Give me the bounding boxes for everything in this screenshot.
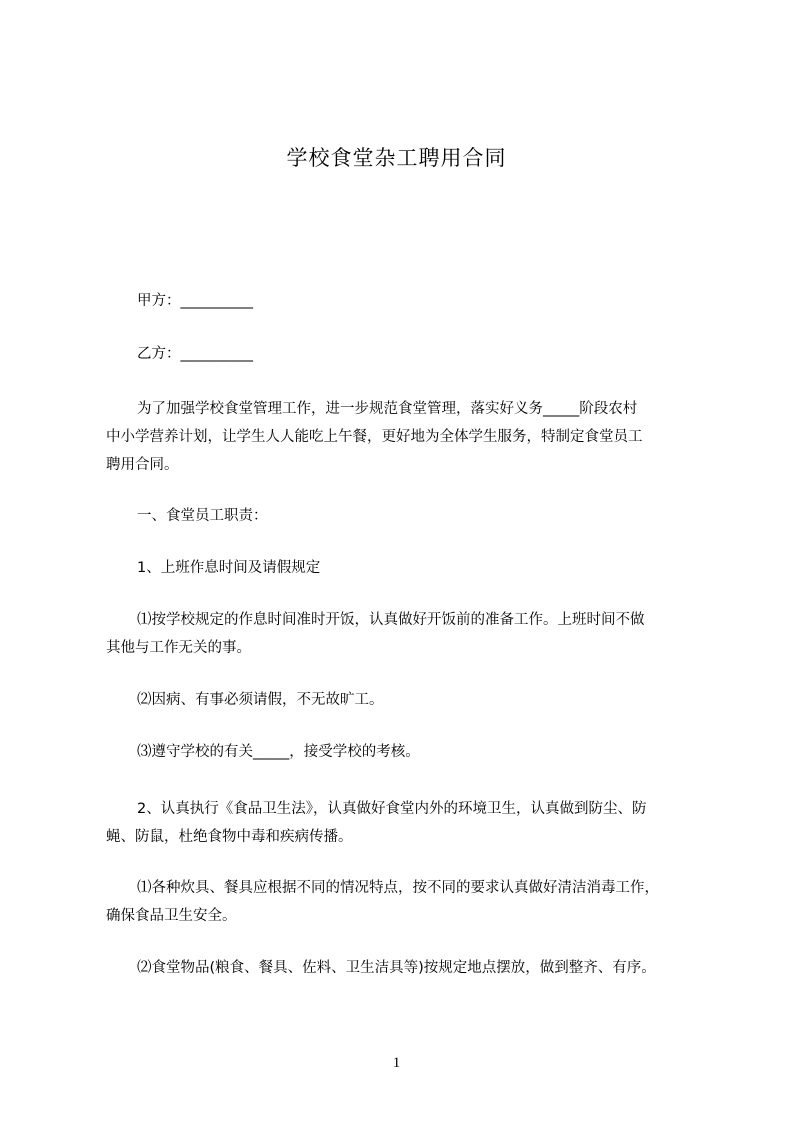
item-2-1-line-1: ⑴各种炊具、餐具应根据不同的情况特点，按不同的要求认真做好清洁消毒工作， [137, 880, 659, 896]
party-a-line: 甲方：__________ [137, 293, 253, 309]
item-2-1-line-2: 确保食品卫生安全。 [106, 908, 237, 924]
intro-line-2: 中小学营养计划，让学生人人能吃上午餐，更好地为全体学生服务，特制定食堂员工 [106, 429, 643, 445]
item-2-heading-line-1: 2、认真执行《食品卫生法》，认真做好食堂内外的环境卫生，认真做到防尘、防 [137, 801, 647, 817]
item-1-3: ⑶遵守学校的有关_____，接受学校的考核。 [137, 744, 420, 760]
intro-line-1: 为了加强学校食堂管理工作，进一步规范食堂管理，落实好义务_____阶段农村 [137, 401, 638, 417]
item-1-2: ⑵因病、有事必须请假，不无故旷工。 [137, 692, 384, 708]
item-2-heading-line-2: 蝇、防鼠，杜绝食物中毒和疾病传播。 [106, 829, 353, 845]
section-1-heading: 一、食堂员工职责： [137, 508, 268, 524]
page-number: 1 [392, 1055, 401, 1071]
item-1-1-line-2: 其他与工作无关的事。 [106, 640, 251, 656]
document-title: 学校食堂杂工聘用合同 [286, 146, 507, 170]
item-2-2: ⑵食堂物品(粮食、餐具、佐料、卫生洁具等)按规定地点摆放，做到整齐、有序。 [137, 960, 656, 976]
item-1-1-line-1: ⑴按学校规定的作息时间准时开饭，认真做好开饭前的准备工作。上班时间不做 [137, 612, 645, 628]
intro-line-3: 聘用合同。 [106, 457, 179, 473]
item-1-heading: 1、上班作息时间及请假规定 [137, 560, 321, 576]
party-b-line: 乙方：__________ [137, 346, 253, 362]
